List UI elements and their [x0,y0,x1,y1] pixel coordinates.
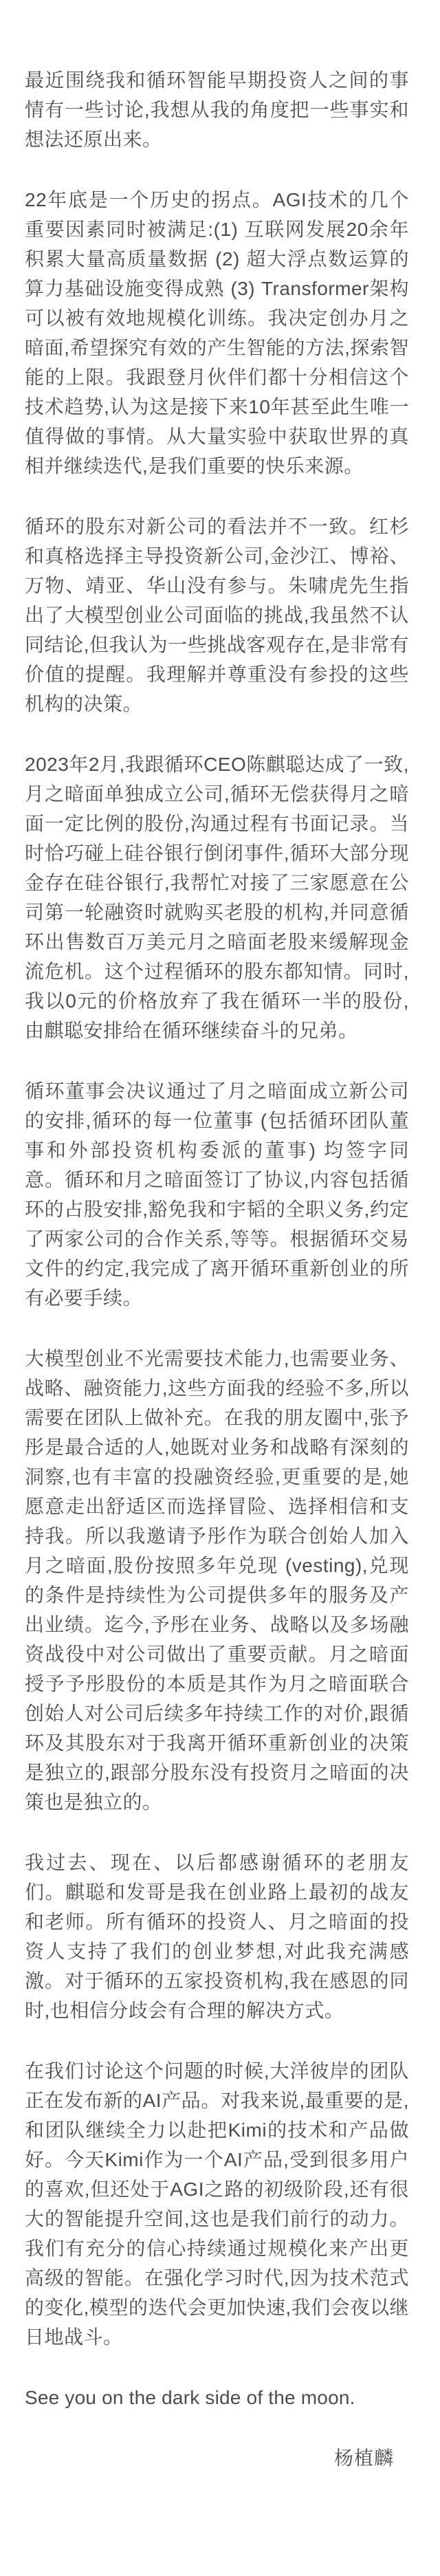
article-paragraph: 最近围绕我和循环智能早期投资人之间的事情有一些讨论,我想从我的角度把一些事实和想法还原出来。 [25,69,409,150]
signature: 杨植麟 [333,2447,394,2469]
article-paragraph: 2023年2月,我跟循环CEO陈麒聪达成了一致,月之暗面单独成立公司,循环无偿获得月之暗面一定比例的股份,沟通过程有书面记录。当时恰巧碰上硅谷银行倒闭事件,循环大部分现金存在硅谷银行,我帮忙对接了三家愿意在公司第一轮融资时就购买老股的机构,并同意循环出售数百万美元月之暗面老股来缓解现金流危机。这个过程循环的股东都知情。同时,我以0元的价格放弃了我在循环一半的股份,由麒聪安排给在循环继续奋斗的兄弟。 [25,754,409,1041]
article-paragraph: 在我们讨论这个问题的时候,大洋彼岸的团队正在发布新的AI产品。对我来说,最重要的是,和团队继续全力以赴把Kimi的技术和产品做好。今天Kimi作为一个AI产品,受到很多用户的喜欢,但还处于AGI之路的初级阶段,还有很大的智能提升空间,这也是我们前行的动力。我们有充分的信心持续通过规模化来产出更高级的智能。在强化学习时代,因为技术范式的变化,模型的迭代会更加快速,我们会夜以继日地战斗。 [25,2060,409,2348]
article-paragraph: 22年底是一个历史的拐点。AGI技术的几个重要因素同时被满足:(1) 互联网发展20余年积累大量高质量数据 (2) 超大浮点数运算的算力基础设施变得成熟 (3) Transformer架构可以被有效地规模化训练。我决定创办月之暗面,希望探究有效的产生智能的方法,探索智能的上限。我跟登月伙伴们都十分相信这个技术趋势,认为这是接下来10年甚至此生唯一值得做的事情。从大量实验中获取世界的真相并继续迭代,是我们重要的快乐来源。 [25,189,409,477]
article-paragraph: 循环董事会决议通过了月之暗面成立新公司的安排,循环的每一位董事 (包括循环团队董事和外部投资机构委派的董事) 均签字同意。循环和月之暗面签订了协议,内容包括循环的占股安排,豁免我和宇韬的全职义务,约定了两家公司的合作关系,等等。根据循环交易文件的约定,我完成了离开循环重新创业的所有必要手续。 [25,1080,409,1309]
article-paragraph: 我过去、现在、以后都感谢循环的老朋友们。麒聪和发哥是我在创业路上最初的战友和老师。所有循环的投资人、月之暗面的投资人支持了我们的创业梦想,对此我充满感激。对于循环的五家投资机构,我在感恩的同时,也相信分歧会有合理的解决方式。 [25,1852,409,2021]
article-paragraph: 循环的股东对新公司的看法并不一致。红杉和真格选择主导投资新公司,金沙江、博裕、万物、靖亚、华山没有参与。朱啸虎先生指出了大模型创业公司面临的挑战,我虽然不认同结论,但我认为一些挑战客观存在,是非常有价值的提醒。我理解并尊重没有参投的这些机构的决策。 [25,516,409,714]
closing-line: See you on the dark side of the moon. [25,2387,355,2408]
article-paragraph: 大模型创业不光需要技术能力,也需要业务、战略、融资能力,这些方面我的经验不多,所以需要在团队上做补充。在我的朋友圈中,张予彤是最合适的人,她既对业务和战略有深刻的洞察,也有丰富的投融资经验,更重要的是,她愿意走出舒适区而选择冒险、选择相信和支持我。所以我邀请予彤作为联合创始人加入月之暗面,股份按照多年兑现 (vesting),兑现的条件是持续性为公司提供多年的服务及产出业绩。迄今,予彤在业务、战略以及多场融资战役中对公司做出了重要贡献。月之暗面授予予彤股份的本质是其作为月之暗面联合创始人对公司后续多年持续工作的对价,跟循环及其股东对于我离开循环重新创业的决策是独立的,跟部分股东没有投资月之暗面的决策也是独立的。 [25,1348,409,1813]
